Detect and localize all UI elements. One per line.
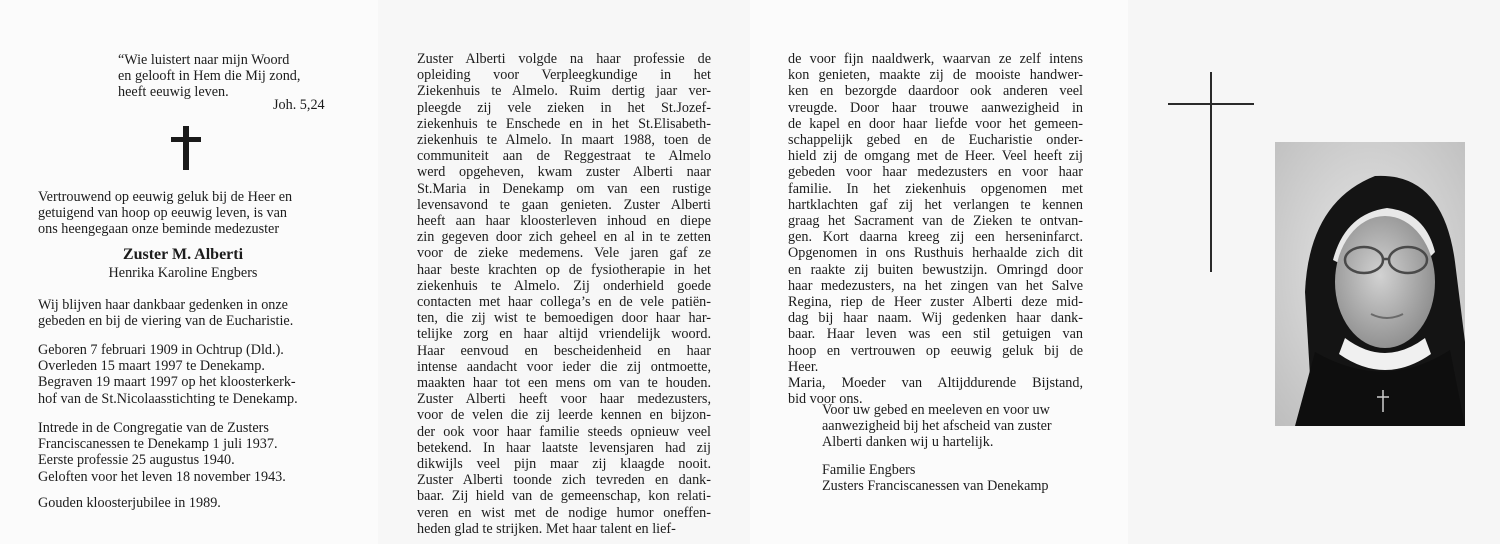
text-line: gebeden voor haar medezusters en voor haar (788, 164, 1083, 181)
text-line: Regina, riep de Heer zuster Alberti deze mid- (788, 294, 1083, 311)
quote-reference: Joh. 5,24 (273, 97, 325, 113)
quote-line: en gelooft in Hem die Mij zond, (118, 68, 301, 85)
gratitude-line: aanwezigheid bij het afscheid van zuster (822, 418, 1052, 435)
text-line: vreugde. Door haar trouwe aanwezigheid in (788, 99, 1083, 116)
text-line: gen. Kort daarna kreeg zij een herseninfarct. (788, 229, 1083, 246)
card-panel-middle-left (378, 0, 750, 544)
latin-cross-icon (183, 126, 189, 170)
text-line: kon genieten, maakte zij de mooiste handwer- (788, 67, 1083, 84)
text-line: voor de velen die zij leerde kennen en bijzon- (417, 407, 711, 424)
intro-line: ons heengegaan onze beminde medezuster (38, 221, 280, 238)
text-line: veren en wist met de nodige humor oneffen- (417, 504, 711, 521)
text-line: baar. Zij hield van de gemeenschap, kon relati- (417, 488, 711, 505)
text-line: hield zij de omgang met de Heer. Veel heeft zij (788, 148, 1083, 165)
text-line: Maria, Moeder van Altijddurende Bijstand, (788, 375, 1083, 392)
text-line: Zuster Alberti heeft voor haar medezusters, (417, 391, 711, 408)
text-line: Ziekenhuis te Almelo. Ruim dertig jaar ver- (417, 83, 711, 100)
text-line: communiteit aan de Reggestraat te Almelo (417, 148, 711, 165)
thanks-line: gebeden en bij de viering van de Eucharistie. (38, 313, 294, 330)
signatures (822, 462, 1049, 494)
text-line: pleegde zij vele zieken in het St.Jozef- (417, 99, 711, 116)
portrait-photo (1275, 142, 1465, 426)
date-line: Begraven 19 maart 1997 op het kloosterkerk- (38, 374, 296, 391)
text-line: intense aandacht voor ieder die zij ontmoette, (417, 358, 711, 375)
text-line: schappelijk gebed en de Eucharistie onder- (788, 132, 1083, 149)
biography-continued-text (788, 51, 1083, 407)
text-line: werd opgeheven, kwam zuster Alberti naar (417, 164, 711, 181)
biography-text (417, 51, 711, 537)
text-line: hoop en vertrouwen op eeuwig geluk bij de (788, 342, 1083, 359)
text-line: heeft aan haar kloosterleven inhoud en diepe (417, 213, 711, 230)
intro-line: getuigend van hoop op eeuwig leven, is van (38, 205, 288, 222)
text-line: zin gegeven door zich geheel en al in te zetten (417, 229, 711, 246)
date-line: Eerste professie 25 augustus 1940. (38, 452, 235, 469)
text-line: haar medezusters, na het zingen van het Salve (788, 277, 1083, 294)
text-line: St.Maria in Denekamp om van een rustige (417, 180, 711, 197)
text-line: bid voor ons. (788, 391, 863, 408)
text-line: Haar eenvoud en bescheidenheid en haar (417, 342, 711, 359)
text-line: betekend. In haar laatste levensjaren had zij (417, 439, 711, 456)
text-line: dikwijls veel pijn maar zij klaagde nooit. (417, 456, 711, 473)
gratitude-line: Voor uw gebed en meeleven en voor uw (822, 402, 1050, 418)
text-line: de kapel en door haar liefde voor het gemeen- (788, 115, 1083, 132)
date-line: hof van de St.Nicolaasstichting te Denekamp. (38, 390, 298, 407)
text-line: familie. In het ziekenhuis opgenomen met (788, 180, 1083, 197)
bible-quote (118, 52, 300, 101)
gratitude-line: Alberti danken wij u hartelijk. (822, 434, 994, 451)
thin-cross-icon-bar (1168, 103, 1254, 105)
thanks-text (38, 297, 293, 329)
intro-line: Vertrouwend op eeuwig geluk bij de Heer en (38, 189, 293, 205)
text-line: levensavond te gaan genieten. Zuster Alberti (417, 196, 711, 213)
quote-line: “Wie luistert naar mijn Woord (118, 52, 290, 68)
latin-cross-icon-bar (171, 137, 201, 142)
card-panel-left (0, 0, 378, 544)
card-panel-middle-right (750, 0, 1128, 544)
text-line: telijke zorg en haar altijd vriendelijk woord. (417, 326, 711, 343)
text-line: de voor fijn naaldwerk, waarvan ze zelf intens (788, 51, 1083, 67)
text-line: baar. Haar leven was een stil getuigen van (788, 326, 1083, 343)
text-line: Zuster Alberti volgde na haar professie de (417, 51, 711, 67)
text-line: dag bij haar naam. Wij gedenken haar dank- (788, 310, 1083, 327)
text-line: haar beste krachten op de fysiotherapie in het (417, 261, 711, 278)
signature-line: Familie Engbers (822, 462, 916, 478)
date-line: Franciscanessen te Denekamp 1 juli 1937. (38, 436, 278, 453)
text-line: der ook voor haar familie steeds opnieuw veel (417, 423, 711, 440)
text-line: ziekenhuis te Enschede en in het St.Elisabeth- (417, 115, 711, 132)
text-line: en raakte zij buiten bewustzijn. Omringd door (788, 261, 1083, 278)
portrait-image (1275, 142, 1465, 426)
text-line: opleiding voor Verpleegkundige in het (417, 67, 711, 84)
text-line: voor de zieke medemens. Vele jaren gaf ze (417, 245, 711, 262)
text-line: ziekenhuis te Almelo. In maart 1988, toen de (417, 132, 711, 149)
signature-line: Zusters Franciscanessen van Denekamp (822, 478, 1049, 495)
thanks-line: Wij blijven haar dankbaar gedenken in onze (38, 297, 288, 313)
text-line: hartklachten gaf zij het verlangen te kennen (788, 196, 1083, 213)
date-line: Overleden 15 maart 1997 te Denekamp. (38, 358, 265, 375)
life-dates (38, 342, 298, 407)
text-line: graag het Sacrament van de Zieken te ontvan- (788, 213, 1083, 230)
text-line: ziekenhuis te Almelo. Zij onderhield goede (417, 277, 711, 294)
birth-name: Henrika Karoline Engbers (108, 265, 258, 281)
text-line: Opgenomen in ons Rusthuis herhaalde zich dit (788, 245, 1083, 262)
text-line: Zuster Alberti toonde zich tevreden en dank- (417, 472, 711, 489)
religious-dates (38, 420, 286, 485)
jubilee-text: Gouden kloosterjubilee in 1989. (38, 495, 221, 511)
text-line: maakten haar tot een mens om van te houden. (417, 375, 711, 392)
gratitude-text (822, 402, 1052, 451)
quote-line: heeft eeuwig leven. (118, 84, 229, 101)
deceased-name: Zuster M. Alberti (122, 246, 244, 263)
text-line: heden glad te strijken. Met haar talent en lief- (417, 520, 676, 537)
date-line: Intrede in de Congregatie van de Zusters (38, 420, 269, 436)
thin-cross-icon (1210, 72, 1212, 272)
text-line: ken en bezorgde daardoor ook anderen veel (788, 83, 1083, 100)
intro-text (38, 189, 292, 238)
text-line: Heer. (788, 358, 819, 375)
text-line: contacten met haar collega’s en de vele patiën- (417, 294, 711, 311)
text-line: ten, die zij wist te bemoedigen door haar har- (417, 310, 711, 327)
date-line: Geboren 7 februari 1909 in Ochtrup (Dld.). (38, 342, 284, 358)
date-line: Geloften voor het leven 18 november 1943. (38, 468, 286, 485)
